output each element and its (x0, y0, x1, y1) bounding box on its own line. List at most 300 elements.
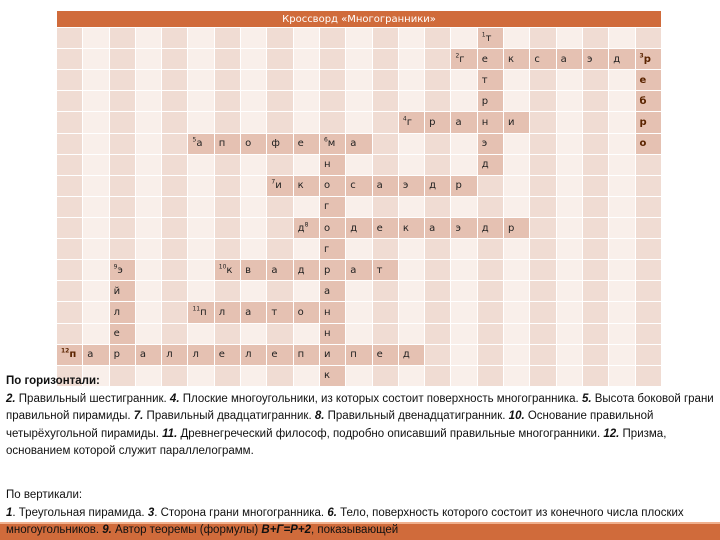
grid-cell: э (582, 49, 608, 70)
grid-row (57, 196, 662, 217)
grid-cell (504, 91, 530, 112)
grid-cell (609, 217, 635, 238)
grid-cell: п (214, 133, 240, 154)
grid-cell (83, 196, 109, 217)
grid-cell (556, 70, 582, 91)
grid-cell (346, 49, 372, 70)
grid-cell (398, 323, 424, 344)
grid-cell: в (241, 260, 267, 281)
grid-cell (319, 70, 345, 91)
grid-cell (582, 239, 608, 260)
grid-cell: о (293, 302, 319, 323)
grid-cell (425, 260, 451, 281)
clue-text: Древнегреческий философ, подробно описавший правильные многогранники. (177, 427, 604, 440)
grid-cell (398, 133, 424, 154)
grid-cell (241, 217, 267, 238)
grid-cell: е (267, 344, 293, 365)
grid-cell: л (241, 344, 267, 365)
grid-row (57, 112, 662, 133)
grid-cell: т (372, 260, 398, 281)
grid-cell (372, 239, 398, 260)
grid-cell (372, 302, 398, 323)
clue-number: 8. (314, 410, 325, 422)
grid-cell (609, 175, 635, 196)
grid-cell (135, 323, 161, 344)
grid-cell (556, 133, 582, 154)
grid-cell (319, 28, 345, 49)
grid-cell (188, 323, 214, 344)
grid-cell (530, 239, 556, 260)
grid-cell: н (319, 302, 345, 323)
grid-cell (609, 28, 635, 49)
grid-cell (241, 196, 267, 217)
grid-cell (609, 323, 635, 344)
grid-cell (346, 91, 372, 112)
clue-number: 2. (6, 392, 16, 405)
grid-cell (57, 91, 83, 112)
grid-cell (267, 239, 293, 260)
grid-cell: р (425, 112, 451, 133)
clue-number: 9. (102, 524, 112, 536)
grid-cell (188, 239, 214, 260)
grid-cell (372, 70, 398, 91)
grid-cell (135, 112, 161, 133)
grid-cell (530, 196, 556, 217)
grid-cell: к (319, 365, 345, 386)
grid-cell (425, 49, 451, 70)
grid-cell: н (477, 112, 503, 133)
grid-cell: к (398, 217, 424, 238)
grid-cell (425, 196, 451, 217)
grid-cell (109, 70, 135, 91)
grid-cell: с (346, 175, 372, 196)
grid-cell (504, 260, 530, 281)
clue-number: 5. (581, 392, 592, 405)
grid-cell (214, 91, 240, 112)
grid-cell: $^7$и (267, 175, 293, 196)
grid-cell (582, 323, 608, 344)
grid-cell: д (346, 217, 372, 238)
grid-cell (556, 196, 582, 217)
grid-cell (425, 133, 451, 154)
across-heading: По горизонтали: (6, 375, 100, 387)
clue-number: 11. (162, 427, 178, 440)
grid-cell (635, 344, 661, 365)
grid-cell (293, 239, 319, 260)
grid-cell (57, 323, 83, 344)
grid-row (57, 154, 662, 175)
grid-cell (582, 281, 608, 302)
grid-cell (162, 28, 188, 49)
grid-cell (504, 70, 530, 91)
grid-cell: а (241, 302, 267, 323)
down-clues (6, 505, 718, 540)
grid-cell (346, 239, 372, 260)
grid-cell (530, 91, 556, 112)
clue-text: Автор теоремы (формулы) (111, 524, 262, 536)
grid-cell (135, 281, 161, 302)
grid-cell: р (635, 112, 661, 133)
grid-cell (530, 70, 556, 91)
grid-cell: $^{10}$к (214, 260, 240, 281)
grid-cell (57, 175, 83, 196)
grid-cell (188, 260, 214, 281)
grid-cell (477, 302, 503, 323)
grid-cell (425, 302, 451, 323)
grid-cell (319, 91, 345, 112)
grid-cell (162, 70, 188, 91)
grid-cell (57, 281, 83, 302)
grid-cell (346, 70, 372, 91)
grid-cell (556, 323, 582, 344)
grid-cell (398, 196, 424, 217)
grid-cell: л (109, 302, 135, 323)
grid-cell (477, 175, 503, 196)
grid-row (57, 323, 662, 344)
grid-cell (451, 302, 477, 323)
grid-cell (109, 217, 135, 238)
grid-cell (530, 260, 556, 281)
grid-cell (267, 91, 293, 112)
grid-cell (57, 260, 83, 281)
grid-cell: $^5$а (188, 133, 214, 154)
grid-cell (188, 175, 214, 196)
grid-cell (214, 154, 240, 175)
grid-cell: $^{12}$п (57, 344, 83, 365)
grid-cell (556, 28, 582, 49)
grid-cell (556, 302, 582, 323)
grid-cell: д (398, 344, 424, 365)
grid-cell (293, 323, 319, 344)
grid-cell: а (346, 260, 372, 281)
grid-cell (109, 91, 135, 112)
grid-cell (109, 154, 135, 175)
grid-cell (83, 239, 109, 260)
grid-cell (214, 239, 240, 260)
grid-cell: е (635, 70, 661, 91)
grid-cell (83, 112, 109, 133)
grid-cell (293, 281, 319, 302)
grid-cell (530, 217, 556, 238)
grid-cell (162, 281, 188, 302)
grid-cell (635, 196, 661, 217)
grid-cell: о (241, 133, 267, 154)
clue-number: 7. (133, 410, 144, 422)
grid-cell (188, 70, 214, 91)
grid-cell (372, 154, 398, 175)
grid-cell: а (267, 260, 293, 281)
grid-cell: р (109, 344, 135, 365)
grid-row (57, 239, 662, 260)
grid-cell (398, 70, 424, 91)
grid-cell (530, 175, 556, 196)
grid-cell (504, 239, 530, 260)
grid-cell (267, 49, 293, 70)
grid-cell (530, 112, 556, 133)
grid-cell (267, 281, 293, 302)
grid-cell (135, 28, 161, 49)
grid-cell (582, 154, 608, 175)
grid-cell (556, 112, 582, 133)
grid-cell (372, 196, 398, 217)
grid-cell (451, 133, 477, 154)
grid-cell (504, 302, 530, 323)
grid-cell: п (293, 344, 319, 365)
grid-cell (162, 91, 188, 112)
grid-cell (319, 49, 345, 70)
grid-cell (214, 112, 240, 133)
grid-cell (346, 281, 372, 302)
grid-cell (241, 154, 267, 175)
grid-cell (582, 133, 608, 154)
clue-text: Высота боковой грани правильной пирамиды. (6, 392, 714, 422)
grid-cell (135, 260, 161, 281)
grid-cell (241, 91, 267, 112)
grid-cell (267, 196, 293, 217)
grid-cell (346, 28, 372, 49)
grid-cell (398, 281, 424, 302)
grid-cell (372, 133, 398, 154)
grid-cell (57, 217, 83, 238)
grid-cell (582, 91, 608, 112)
grid-cell (582, 70, 608, 91)
grid-cell (556, 175, 582, 196)
grid-row (57, 49, 662, 70)
grid-cell (109, 175, 135, 196)
grid-cell (556, 239, 582, 260)
clue-text: Правильный двенадцатигранник. (324, 410, 509, 422)
grid-cell (188, 196, 214, 217)
grid-cell (477, 239, 503, 260)
clue-number: 1 (6, 506, 13, 519)
grid-cell (425, 154, 451, 175)
grid-cell (451, 154, 477, 175)
grid-cell: а (425, 217, 451, 238)
grid-cell (293, 196, 319, 217)
grid-cell (556, 281, 582, 302)
clue-number: 10. (508, 410, 525, 422)
grid-cell (398, 154, 424, 175)
grid-cell: ф (267, 133, 293, 154)
grid-cell (241, 49, 267, 70)
grid-cell (162, 323, 188, 344)
grid-cell (162, 196, 188, 217)
grid-cell: е (109, 323, 135, 344)
grid-row (57, 175, 662, 196)
grid-cell (582, 28, 608, 49)
grid-cell (83, 154, 109, 175)
grid-cell (57, 154, 83, 175)
grid-cell (556, 91, 582, 112)
grid-cell (214, 28, 240, 49)
down-clues-panel (6, 487, 718, 540)
grid-cell (241, 323, 267, 344)
grid-cell (425, 70, 451, 91)
grid-cell (582, 217, 608, 238)
grid-cell (109, 28, 135, 49)
grid-cell: а (346, 133, 372, 154)
grid-cell (346, 323, 372, 344)
grid-cell (57, 28, 83, 49)
grid-cell (293, 70, 319, 91)
grid-cell (372, 28, 398, 49)
grid-cell (162, 260, 188, 281)
grid-cell: $^9$э (109, 260, 135, 281)
grid-cell (188, 217, 214, 238)
grid-cell: о (635, 133, 661, 154)
grid-cell (582, 344, 608, 365)
grid-cell (214, 49, 240, 70)
grid-cell: р (477, 91, 503, 112)
grid-cell (188, 112, 214, 133)
grid-cell (504, 175, 530, 196)
grid-cell (135, 154, 161, 175)
grid-cell (398, 302, 424, 323)
grid-cell: э (398, 175, 424, 196)
grid-cell (398, 28, 424, 49)
grid-row (57, 260, 662, 281)
grid-cell (188, 49, 214, 70)
grid-cell: н (319, 323, 345, 344)
clue-number: 3 (147, 506, 155, 519)
grid-cell (635, 154, 661, 175)
grid-cell (582, 260, 608, 281)
grid-cell: э (451, 217, 477, 238)
grid-cell (241, 112, 267, 133)
grid-cell (451, 28, 477, 49)
grid-cell (451, 344, 477, 365)
grid-cell (635, 302, 661, 323)
grid-cell: и (504, 112, 530, 133)
grid-cell (530, 302, 556, 323)
clue-text: , показывающей (310, 524, 399, 536)
grid-cell (582, 196, 608, 217)
grid-cell (162, 112, 188, 133)
grid-cell: т (267, 302, 293, 323)
grid-cell (398, 49, 424, 70)
grid-cell (267, 323, 293, 344)
grid-cell (425, 28, 451, 49)
grid-cell (530, 154, 556, 175)
grid-cell (530, 344, 556, 365)
grid-row (57, 344, 662, 365)
grid-row (57, 91, 662, 112)
grid-cell (293, 49, 319, 70)
grid-cell: а (135, 344, 161, 365)
grid-cell (83, 323, 109, 344)
grid-cell: р (451, 175, 477, 196)
grid-cell (372, 49, 398, 70)
grid-cell (556, 344, 582, 365)
grid-cell: б (635, 91, 661, 112)
grid-row (57, 133, 662, 154)
grid-cell (451, 91, 477, 112)
grid-row (57, 302, 662, 323)
grid-cell (57, 302, 83, 323)
grid-cell (609, 133, 635, 154)
grid-cell (530, 28, 556, 49)
grid-cell: е (372, 217, 398, 238)
grid-cell (530, 281, 556, 302)
grid-cell (162, 175, 188, 196)
grid-cell (135, 133, 161, 154)
grid-cell (83, 281, 109, 302)
grid-cell (609, 154, 635, 175)
grid-cell (635, 323, 661, 344)
clue-text: . Сторона грани многогранника. (154, 506, 328, 519)
grid-cell: о (319, 217, 345, 238)
grid-cell (83, 49, 109, 70)
grid-cell: $^4$г (398, 112, 424, 133)
grid-cell (451, 260, 477, 281)
grid-cell (188, 91, 214, 112)
crossword-title: Кроссворд «Многогранники» (57, 11, 662, 28)
grid-cell (609, 239, 635, 260)
clue-text: . Треугольная пирамида. (12, 506, 148, 519)
grid-row (57, 217, 662, 238)
grid-cell (83, 260, 109, 281)
grid-cell (635, 281, 661, 302)
grid-cell: л (162, 344, 188, 365)
grid-cell: р (319, 260, 345, 281)
grid-cell (293, 112, 319, 133)
clue-number: 6. (327, 506, 337, 519)
grid-cell (162, 217, 188, 238)
grid-cell (319, 112, 345, 133)
grid-cell (83, 217, 109, 238)
grid-cell (267, 70, 293, 91)
grid-cell (241, 239, 267, 260)
clue-text: Правильный шестигранник. (15, 392, 170, 405)
grid-cell (162, 49, 188, 70)
grid-cell (477, 260, 503, 281)
grid-row (57, 28, 662, 49)
grid-cell (582, 302, 608, 323)
grid-cell (241, 281, 267, 302)
grid-cell (609, 70, 635, 91)
grid-cell: $^{11}$п (188, 302, 214, 323)
grid-cell (162, 239, 188, 260)
grid-cell (135, 175, 161, 196)
grid-cell (162, 133, 188, 154)
grid-cell (372, 91, 398, 112)
grid-cell: $^6$м (319, 133, 345, 154)
grid-cell (372, 112, 398, 133)
grid-cell: $^3$р (635, 49, 661, 70)
grid-cell (135, 302, 161, 323)
grid-cell: п (346, 344, 372, 365)
grid-cell (188, 154, 214, 175)
grid-cell (477, 344, 503, 365)
grid-cell: д (477, 217, 503, 238)
grid-cell: к (504, 49, 530, 70)
grid-cell (477, 281, 503, 302)
grid-row (57, 70, 662, 91)
grid-cell: г (319, 196, 345, 217)
grid-cell (83, 91, 109, 112)
grid-cell (609, 196, 635, 217)
crossword-grid (56, 10, 662, 387)
grid-cell (556, 217, 582, 238)
grid-cell (582, 112, 608, 133)
across-clues (6, 391, 718, 461)
grid-cell (57, 112, 83, 133)
grid-cell (635, 260, 661, 281)
grid-cell (109, 49, 135, 70)
clue-number: 4. (169, 392, 180, 405)
grid-cell (241, 70, 267, 91)
grid-cell (57, 133, 83, 154)
